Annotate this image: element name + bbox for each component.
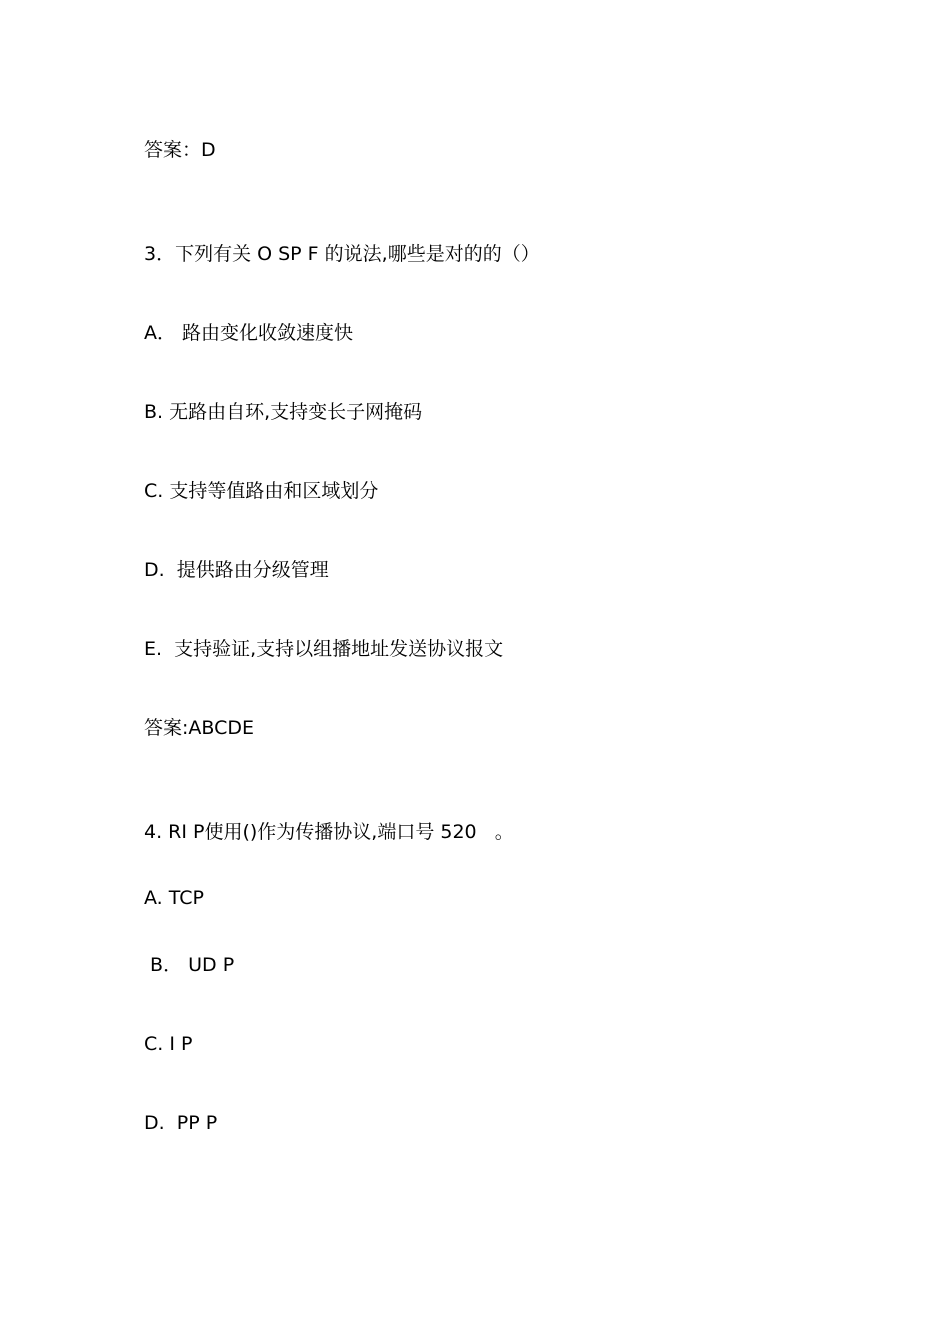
- question-3-option-d: D. 提供路由分级管理: [144, 559, 329, 581]
- previous-answer: 答案：D: [144, 139, 216, 161]
- question-4-option-d: D. PP P: [144, 1112, 218, 1134]
- question-3-option-e: E. 支持验证,支持以组播地址发送协议报文: [144, 638, 504, 660]
- question-4-option-b: B． UD P: [144, 954, 235, 976]
- question-3-option-a: A． 路由变化收敛速度快: [144, 322, 354, 344]
- question-3-option-c: C. 支持等值路由和区域划分: [144, 480, 379, 502]
- question-4-option-c: C. I P: [144, 1033, 193, 1055]
- question-4-option-a: A. TCP: [144, 887, 204, 909]
- question-3-answer: 答案:ABCDE: [144, 717, 255, 739]
- question-3-text: 3．下列有关 O SP F 的说法,哪些是对的的（）: [144, 243, 540, 265]
- question-4-text: 4. RI P使用()作为传播协议,端口号 520 。: [144, 821, 514, 843]
- question-3-option-b: B. 无路由自环,支持变长子网掩码: [144, 401, 423, 423]
